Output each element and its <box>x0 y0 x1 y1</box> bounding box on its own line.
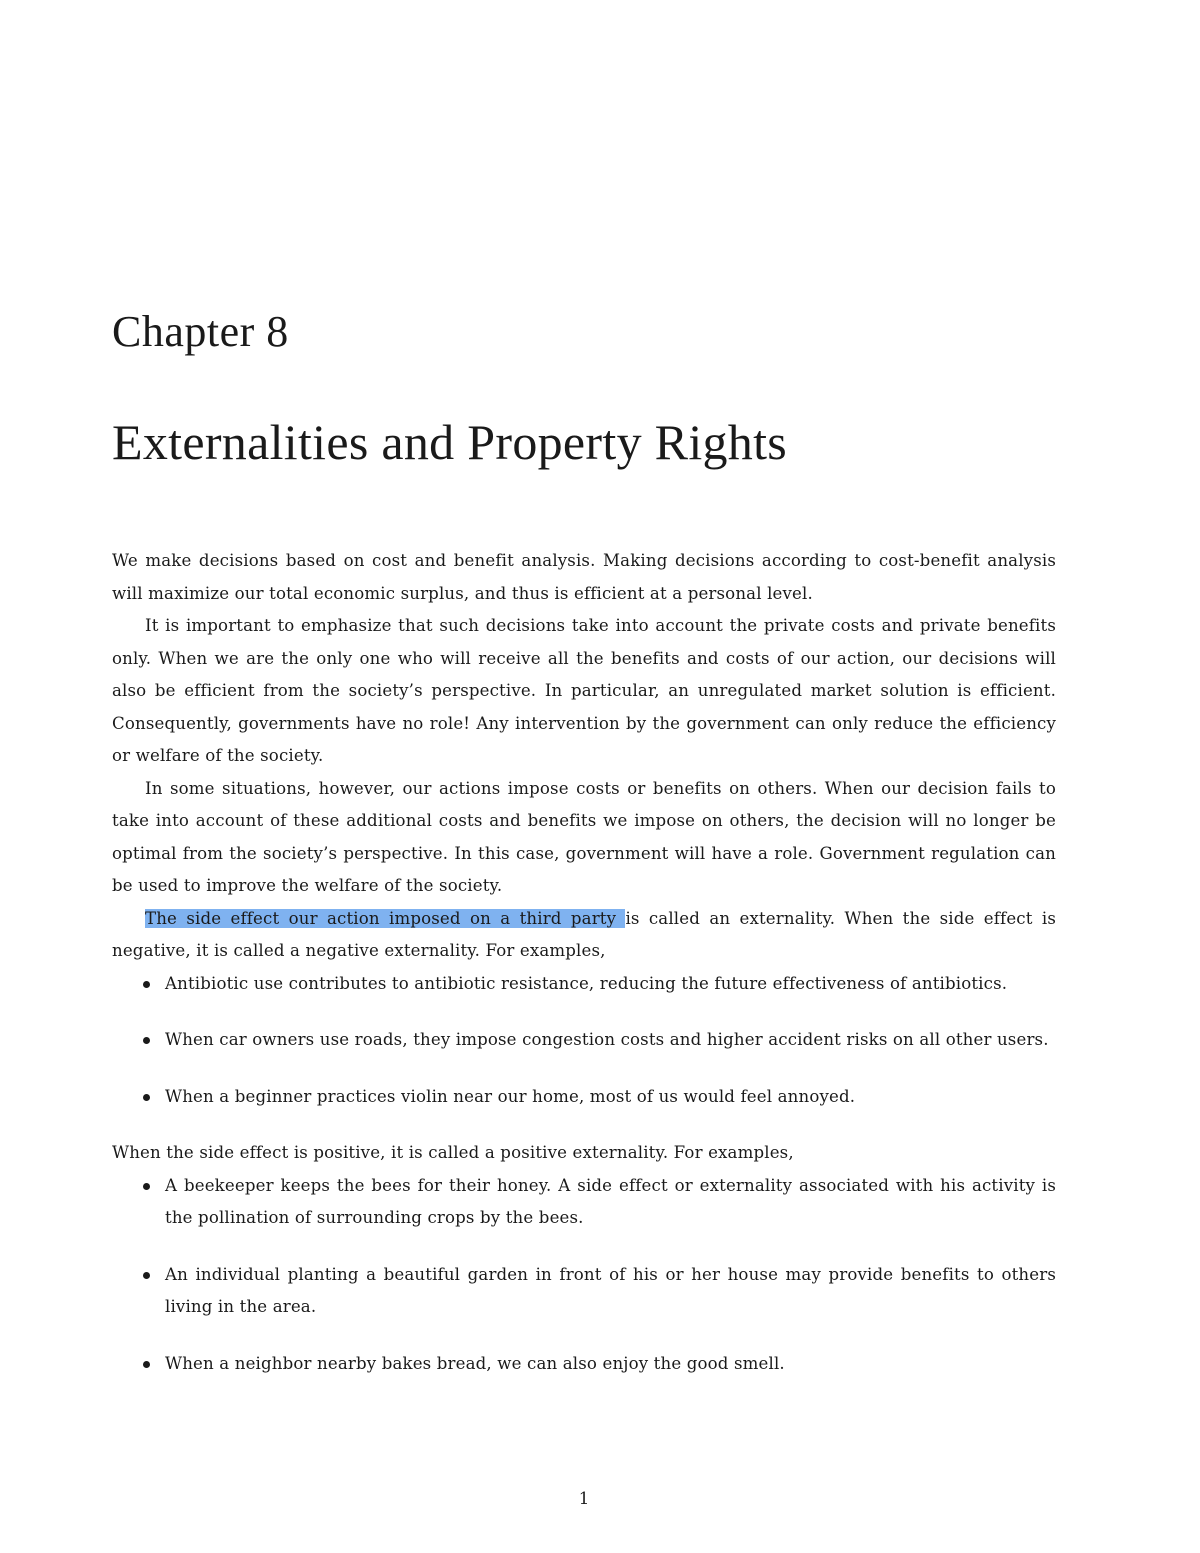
paragraph-1: We make decisions based on cost and benefit analysis. Making decisions according to cost-benefit analysis will maximize our total economic surplus, and thus is efficient at a personal level. <box>112 551 1056 603</box>
list-item: Antibiotic use contributes to antibiotic resistance, reducing the future effectiveness of antibiotics. <box>112 968 1056 1001</box>
list-item: When a neighbor nearby bakes bread, we can also enjoy the good smell. <box>112 1348 1056 1381</box>
list-item: A beekeeper keeps the bees for their honey. A side effect or externality associated with his activity is the pollination of surrounding crops by the bees. <box>112 1170 1056 1235</box>
negative-externality-list <box>112 968 1056 1114</box>
highlighted-text[interactable]: The side effect our action imposed on a third party <box>145 908 626 928</box>
paragraph-4 <box>112 903 1056 968</box>
chapter-title: Externalities and Property Rights <box>112 414 788 470</box>
list-item: When car owners use roads, they impose congestion costs and higher accident risks on all other users. <box>112 1024 1056 1057</box>
chapter-label: Chapter 8 <box>112 307 289 356</box>
paragraph-3: In some situations, however, our actions impose costs or benefits on others. When our decision fails to take into account of these additional costs and benefits we impose on others, the decision will no longer be optimal from the society’s perspective. In this case, government will have a role. Government regulation can be used to improve the welfare of the society. <box>112 778 1056 895</box>
paragraph-4-rest: is called an externality. When the side effect is negative, it is called a negative externality. For examples, <box>112 908 1056 960</box>
positive-externality-list <box>112 1170 1056 1381</box>
paragraph-2: It is important to emphasize that such decisions take into account the private costs and private benefits only. When we are the only one who will receive all the benefits and costs of our action, our decisions will also be efficient from the society’s perspective. In particular, an unregulated market solution is efficient. Consequently, governments have no role! Any intervention by the government can only reduce the efficiency or welfare of the society. <box>112 616 1056 765</box>
paragraph-5: When the side effect is positive, it is called a positive externality. For examples, <box>112 1143 794 1162</box>
list-item: An individual planting a beautiful garden in front of his or her house may provide benefits to others living in the area. <box>112 1259 1056 1324</box>
list-item: When a beginner practices violin near our home, most of us would feel annoyed. <box>112 1081 1056 1114</box>
page-number: 1 <box>578 1489 590 1508</box>
body-text <box>112 545 1056 1380</box>
